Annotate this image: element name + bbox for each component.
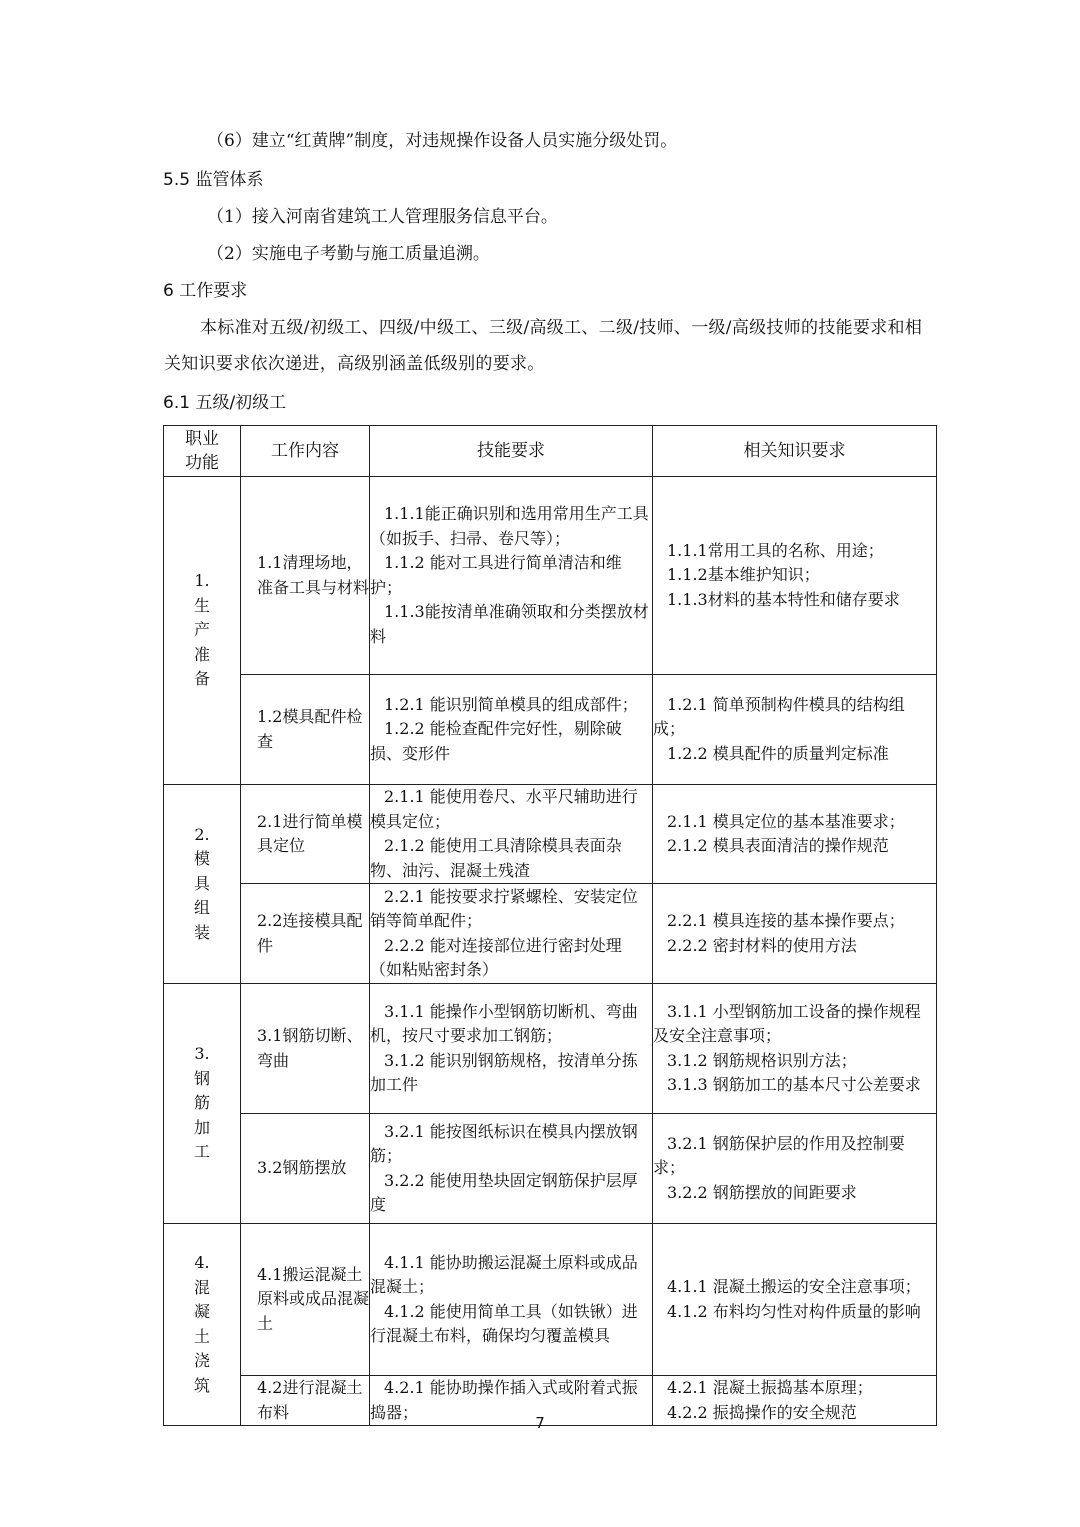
work-content-cell bbox=[241, 1114, 370, 1224]
skills-cell bbox=[370, 884, 653, 984]
function-char: 凝 bbox=[193, 1302, 210, 1321]
knowledge-item: 4.2.1 混凝土振捣基本原理； bbox=[667, 1378, 873, 1397]
knowledge-cell bbox=[653, 984, 937, 1114]
knowledge-cell bbox=[653, 1224, 937, 1376]
function-char: 产 bbox=[193, 620, 210, 640]
knowledge-item: 1.1.2基本维护知识； bbox=[667, 565, 820, 585]
knowledge-cell bbox=[653, 785, 937, 884]
header-knowledge: 相关知识要求 bbox=[653, 426, 937, 477]
skills-cell bbox=[370, 785, 653, 884]
work-content-cell bbox=[241, 884, 370, 984]
paragraph-platform: （1）接入河南省建筑工人管理服务信息平台。 bbox=[207, 207, 558, 227]
table-row bbox=[164, 785, 937, 884]
work-content-text: 3.1钢筋切断、弯曲 bbox=[257, 1026, 363, 1070]
knowledge-cell bbox=[653, 884, 937, 984]
skill-item: 1.1.1能正确识别和选用常用生产工具（如扳手、扫帚、卷尺等）； bbox=[370, 504, 649, 548]
knowledge-item: 3.1.3 钢筋加工的基本尺寸公差要求 bbox=[667, 1075, 921, 1094]
knowledge-item: 2.2.2 密封材料的使用方法 bbox=[667, 935, 857, 955]
knowledge-item: 3.1.2 钢筋规格识别方法； bbox=[667, 1050, 857, 1070]
knowledge-item: 2.2.1 模具连接的基本操作要点； bbox=[667, 911, 905, 930]
skill-item: 3.1.2 能识别钢筋规格，按清单分拣加工件 bbox=[370, 1050, 638, 1094]
skill-item: 2.2.1 能按要求拧紧螺栓、安装定位销等简单配件； bbox=[370, 886, 638, 930]
function-char: 加 bbox=[193, 1117, 210, 1137]
function-char: 工 bbox=[193, 1142, 210, 1162]
skills-cell bbox=[370, 1224, 653, 1376]
skill-item: 4.1.2 能使用简单工具（如铁锹）进行混凝土布料，确保均匀覆盖模具 bbox=[370, 1301, 638, 1345]
knowledge-item: 3.2.1 钢筋保护层的作用及控制要求； bbox=[653, 1133, 905, 1178]
knowledge-cell bbox=[653, 675, 937, 785]
function-char: 模 bbox=[193, 849, 210, 869]
header-skills: 技能要求 bbox=[370, 426, 653, 477]
header-function bbox=[164, 426, 241, 477]
paragraph-attendance: （2）实施电子考勤与施工质量追溯。 bbox=[207, 244, 490, 264]
knowledge-item: 1.2.2 模具配件的质量判定标准 bbox=[667, 743, 889, 763]
work-content-text: 4.1搬运混凝土原料或成品混凝土 bbox=[257, 1264, 370, 1333]
work-content-text: 2.2连接模具配件 bbox=[257, 911, 363, 955]
skill-item: 1.1.2 能对工具进行简单清洁和维护； bbox=[370, 553, 622, 597]
section-heading-6: 6 工作要求 bbox=[163, 281, 248, 301]
function-char: 准 bbox=[193, 644, 210, 664]
function-char: 备 bbox=[193, 669, 210, 689]
function-char: 土 bbox=[193, 1326, 210, 1346]
skill-item: 2.1.2 能使用工具清除模具表面杂物、油污、混凝土残渣 bbox=[370, 836, 622, 880]
knowledge-item: 2.1.1 模具定位的基本基准要求； bbox=[667, 811, 905, 831]
skills-cell bbox=[370, 477, 653, 675]
knowledge-cell bbox=[653, 477, 937, 675]
work-content-text: 4.2进行混凝土布料 bbox=[257, 1378, 363, 1422]
knowledge-item: 1.2.1 简单预制构件模具的结构组成； bbox=[653, 694, 905, 739]
work-content-cell bbox=[241, 477, 370, 675]
function-char: 3. bbox=[194, 1044, 210, 1064]
knowledge-item: 1.1.3材料的基本特性和储存要求 bbox=[667, 589, 900, 609]
work-content-cell bbox=[241, 984, 370, 1114]
knowledge-item: 3.1.1 小型钢筋加工设备的操作规程及安全注意事项； bbox=[653, 1001, 921, 1045]
knowledge-item: 4.1.1 混凝土搬运的安全注意事项； bbox=[667, 1277, 921, 1296]
page-number: 7 bbox=[535, 1414, 545, 1432]
table-row bbox=[164, 1224, 937, 1376]
skill-item: 1.2.1 能识别简单模具的组成部件； bbox=[384, 694, 638, 714]
skills-cell bbox=[370, 984, 653, 1114]
function-cell bbox=[164, 1224, 241, 1426]
function-char: 混 bbox=[193, 1277, 210, 1297]
work-content-cell bbox=[241, 675, 370, 785]
header-function-line1: 职业 bbox=[185, 429, 219, 449]
knowledge-item: 2.1.2 模具表面清洁的操作规范 bbox=[667, 836, 889, 855]
function-char: 1. bbox=[194, 571, 210, 591]
skill-item: 3.2.2 能使用垫块固定钢筋保护层厚度 bbox=[370, 1170, 638, 1214]
skill-item: 1.2.2 能检查配件完好性，剔除破损、变形件 bbox=[370, 719, 622, 763]
table-row bbox=[164, 477, 937, 675]
paragraph-red-yellow-card: （6）建立“红黄牌”制度，对违规操作设备人员实施分级处罚。 bbox=[207, 131, 678, 151]
function-cell bbox=[164, 785, 241, 984]
function-char: 具 bbox=[193, 873, 210, 893]
table-row bbox=[164, 884, 937, 984]
knowledge-item: 3.2.2 钢筋摆放的间距要求 bbox=[667, 1182, 857, 1202]
skills-cell bbox=[370, 1114, 653, 1224]
work-content-text: 3.2钢筋摆放 bbox=[257, 1158, 347, 1178]
function-char: 4. bbox=[194, 1253, 210, 1272]
table-row bbox=[164, 984, 937, 1114]
function-char: 筑 bbox=[193, 1375, 210, 1395]
work-content-cell bbox=[241, 1224, 370, 1376]
function-char: 装 bbox=[193, 922, 210, 942]
function-char: 2. bbox=[194, 824, 210, 844]
requirements-table bbox=[163, 425, 937, 1426]
skill-item: 1.1.3能按清单准确领取和分类摆放材料 bbox=[370, 602, 649, 646]
section-heading-6-1: 6.1 五级/初级工 bbox=[163, 393, 287, 413]
function-cell bbox=[164, 477, 241, 785]
function-char: 钢 bbox=[193, 1068, 210, 1088]
skill-item: 3.2.1 能按图纸标识在模具内摆放钢筋； bbox=[370, 1121, 638, 1165]
skill-item: 4.1.1 能协助搬运混凝土原料或成品混凝土； bbox=[370, 1252, 638, 1296]
skill-item: 2.1.1 能使用卷尺、水平尺辅助进行模具定位； bbox=[370, 787, 638, 831]
knowledge-item: 4.2.2 振捣操作的安全规范 bbox=[667, 1402, 857, 1422]
table-row bbox=[164, 1114, 937, 1224]
table-row bbox=[164, 675, 937, 785]
function-cell bbox=[164, 984, 241, 1224]
knowledge-cell bbox=[653, 1114, 937, 1224]
work-content-text: 1.2模具配件检查 bbox=[257, 707, 363, 751]
work-content-cell bbox=[241, 785, 370, 884]
table-header-row bbox=[164, 426, 937, 477]
function-char: 组 bbox=[193, 898, 210, 918]
function-char: 生 bbox=[193, 595, 210, 615]
section-heading-5-5: 5.5 监管体系 bbox=[163, 170, 264, 190]
knowledge-item: 1.1.1常用工具的名称、用途； bbox=[667, 540, 884, 560]
skills-cell bbox=[370, 675, 653, 785]
knowledge-item: 4.1.2 布料均匀性对构件质量的影响 bbox=[667, 1301, 921, 1321]
function-char: 浇 bbox=[193, 1351, 210, 1370]
skill-item: 3.1.1 能操作小型钢筋切断机、弯曲机，按尺寸要求加工钢筋； bbox=[370, 1001, 638, 1045]
skill-item: 4.2.1 能协助操作插入式或附着式振捣器； bbox=[370, 1378, 638, 1422]
work-content-text: 1.1清理场地，准备工具与材料 bbox=[257, 553, 370, 597]
paragraph-work-requirements: 本标准对五级/初级工、四级/中级工、三级/高级工、二级/技师、一级/高级技师的技能要求和相关知识要求依次递进，高级别涵盖低级别的要求。 bbox=[164, 318, 923, 374]
header-content: 工作内容 bbox=[241, 426, 370, 477]
header-function-line2: 功能 bbox=[185, 453, 219, 473]
work-content-text: 2.1进行简单模具定位 bbox=[257, 811, 363, 855]
skill-item: 2.2.2 能对连接部位进行密封处理（如粘贴密封条） bbox=[370, 935, 622, 979]
function-char: 筋 bbox=[193, 1093, 210, 1113]
